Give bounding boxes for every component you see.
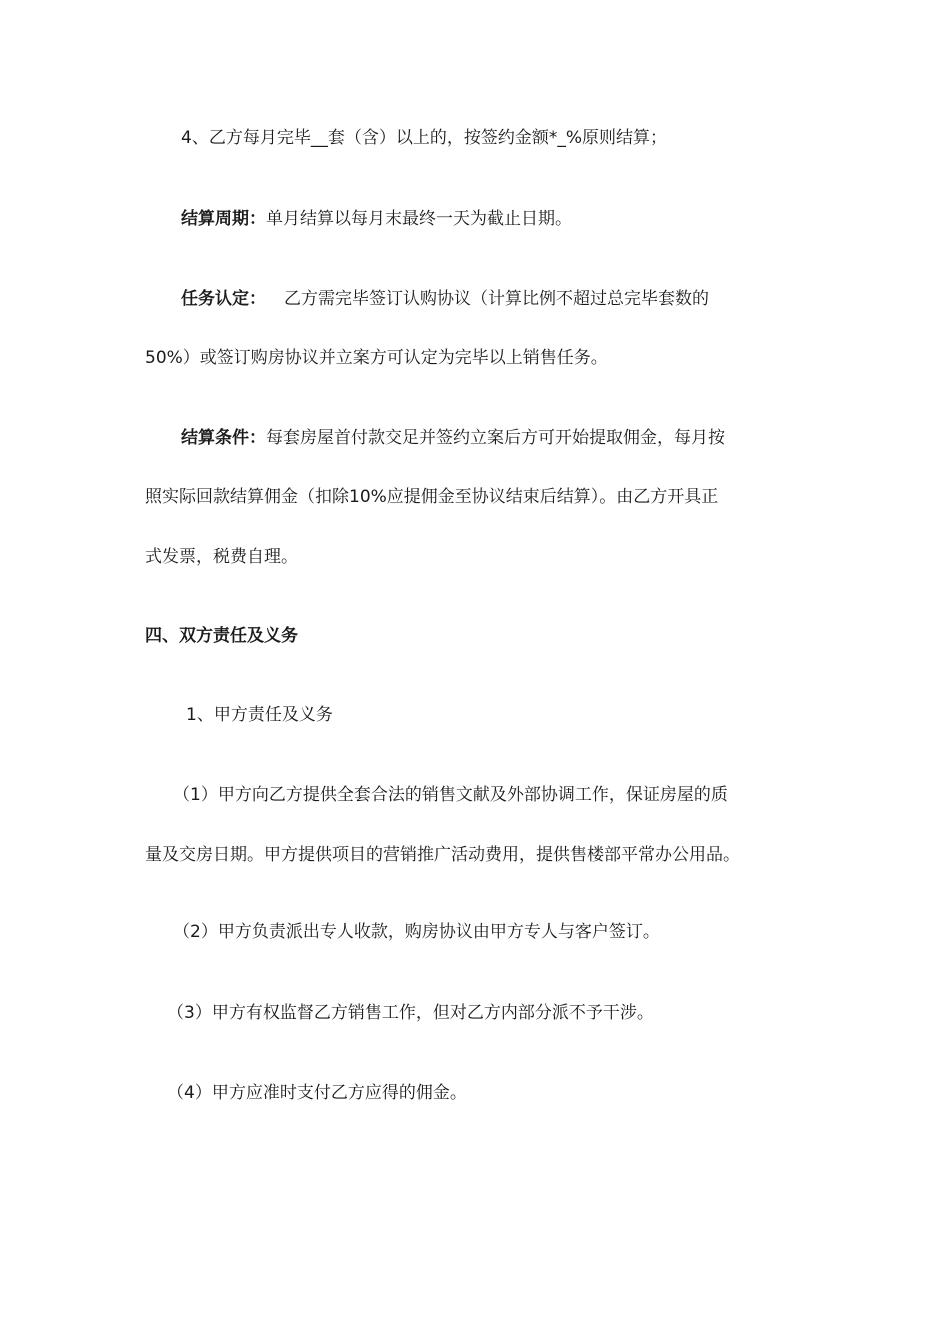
task-recognition-line-2 <box>145 346 807 370</box>
settlement-conditions-line-1 <box>181 426 807 450</box>
clause-4-text: 4、乙方每月完毕__套（含）以上的，按签约金额*_%原则结算； <box>181 128 667 148</box>
task-recognition-label: 任务认定： <box>181 289 266 309</box>
party-a-item-1-text-2: 量及交房日期。甲方提供项目的营销推广活动费用，提供售楼部平常办公用品。 <box>145 845 740 865</box>
task-recognition-line-1 <box>181 287 807 311</box>
settlement-conditions-text-2: 照实际回款结算佣金（扣除10%应提佣金至协议结束后结算）。由乙方开具正 <box>145 487 719 507</box>
party-a-item-4: （4）甲方应准时支付乙方应得的佣金。 <box>167 1083 467 1103</box>
settlement-conditions-line-3 <box>145 545 807 569</box>
settlement-period-label: 结算周期： <box>181 209 266 229</box>
party-a-item-1-line-2 <box>145 843 807 867</box>
clause-4-settlement <box>181 126 741 150</box>
settlement-conditions-text-1: 每套房屋首付款交足并签约立案后方可开始提取佣金，每月按 <box>266 428 725 448</box>
settlement-conditions-label: 结算条件： <box>181 428 266 448</box>
sub-heading: 1、甲方责任及义务 <box>186 705 333 725</box>
settlement-period-paragraph <box>181 207 741 231</box>
section-heading: 四、双方责任及义务 <box>145 626 298 646</box>
task-recognition-text-2: 50%）或签订购房协议并立案方可认定为完毕以上销售任务。 <box>145 348 608 368</box>
party-a-item-1-text-1: （1）甲方向乙方提供全套合法的销售文献及外部协调工作，保证房屋的质 <box>173 785 728 805</box>
settlement-period-text: 单月结算以每月末最终一天为截止日期。 <box>266 209 572 229</box>
task-recognition-text-1: 乙方需完毕签订认购协议（计算比例不超过总完毕套数的 <box>284 289 709 309</box>
settlement-conditions-line-2 <box>145 485 807 509</box>
party-a-item-3: （3）甲方有权监督乙方销售工作，但对乙方内部分派不予干涉。 <box>167 1003 654 1023</box>
party-a-item-2: （2）甲方负责派出专人收款，购房协议由甲方专人与客户签订。 <box>173 922 660 942</box>
settlement-conditions-text-3: 式发票，税费自理。 <box>145 547 298 567</box>
party-a-item-1-line-1 <box>173 783 807 807</box>
